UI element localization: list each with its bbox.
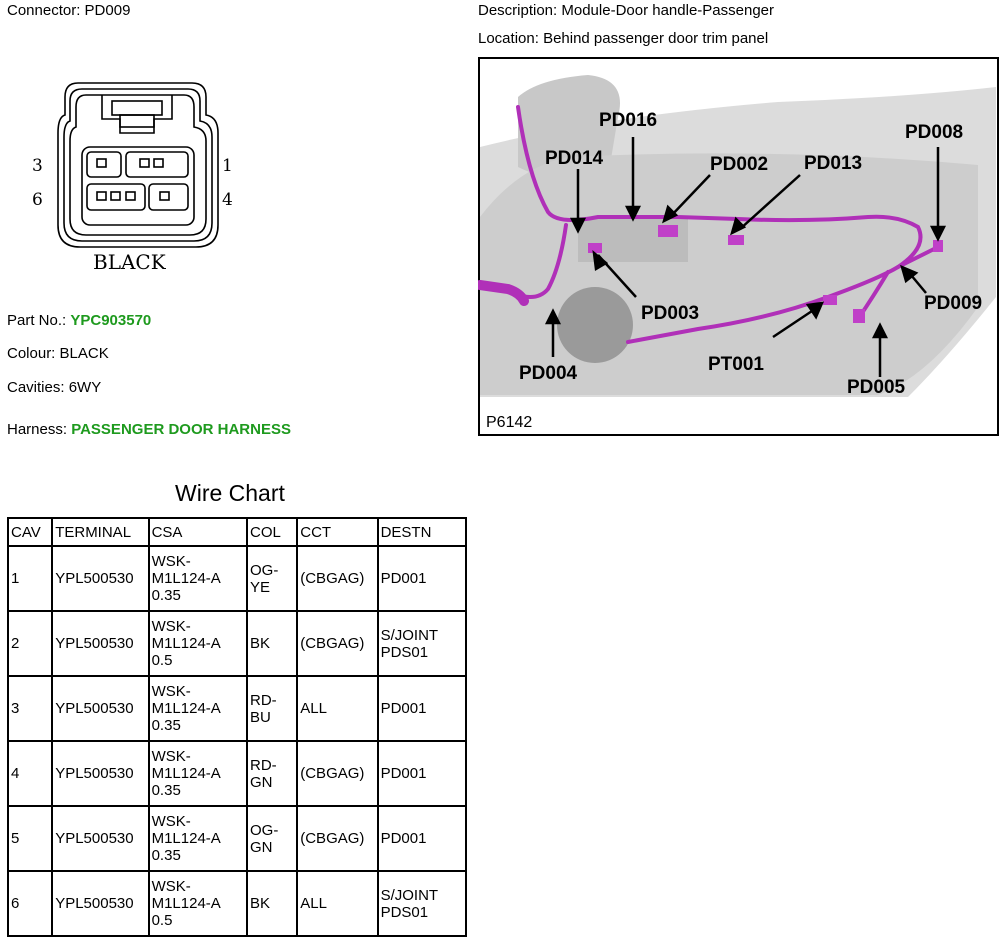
cell-destn: PD001 — [378, 806, 466, 871]
callout-pd008: PD008 — [905, 122, 964, 143]
cell-csa: WSK- M1L124-A 0.5 — [149, 611, 247, 676]
cell-cav: 2 — [8, 611, 52, 676]
cell-destn: S/JOINT PDS01 — [378, 871, 466, 936]
cavities-value: 6WY — [68, 379, 102, 396]
description-label: Description: — [478, 2, 558, 19]
cavities-line — [7, 379, 101, 396]
header-col: COL — [247, 518, 297, 546]
cell-cct: (CBGAG) — [297, 546, 377, 611]
callout-pd009: PD009 — [924, 293, 983, 314]
connector-face-drawing — [20, 75, 260, 280]
connector-colour-text: BLACK — [93, 250, 166, 274]
cell-col: OG- YE — [247, 546, 297, 611]
callout-pd003: PD003 — [641, 303, 700, 324]
cell-terminal: YPL500530 — [52, 741, 148, 806]
harness-line — [7, 421, 291, 438]
cell-terminal: YPL500530 — [52, 676, 148, 741]
colour-value: BLACK — [59, 345, 109, 362]
location-value: Behind passenger door trim panel — [543, 30, 769, 47]
header-terminal: TERMINAL — [52, 518, 148, 546]
cell-col: BK — [247, 611, 297, 676]
header-cct: CCT — [297, 518, 377, 546]
part-no-link[interactable]: YPC903570 — [70, 312, 152, 329]
callout-pd014: PD014 — [545, 148, 604, 169]
cell-terminal: YPL500530 — [52, 806, 148, 871]
cell-terminal: YPL500530 — [52, 871, 148, 936]
cell-csa: WSK- M1L124-A 0.35 — [149, 546, 247, 611]
cell-destn: PD001 — [378, 741, 466, 806]
colour-label: Colour: — [7, 345, 56, 362]
cell-cav: 3 — [8, 676, 52, 741]
table-header-row — [8, 518, 466, 546]
cell-destn: S/JOINT PDS01 — [378, 611, 466, 676]
cell-terminal: YPL500530 — [52, 611, 148, 676]
part-no-label: Part No.: — [7, 312, 67, 329]
table-row — [8, 611, 466, 676]
harness-label: Harness: — [7, 421, 68, 438]
wire-chart-table — [7, 517, 467, 937]
cell-destn: PD001 — [378, 676, 466, 741]
harness-link[interactable]: PASSENGER DOOR HARNESS — [71, 421, 291, 438]
cell-col: RD- BU — [247, 676, 297, 741]
table-row — [8, 806, 466, 871]
connector-value: PD009 — [84, 2, 131, 19]
connector-label: Connector: — [7, 2, 81, 19]
cell-cav: 4 — [8, 741, 52, 806]
colour-line — [7, 345, 109, 362]
cell-cav: 1 — [8, 546, 52, 611]
table-row — [8, 676, 466, 741]
pin-label-6: 6 — [32, 190, 43, 210]
cavities-label: Cavities: — [7, 379, 65, 396]
callout-pd004: PD004 — [519, 363, 578, 384]
callout-pd005: PD005 — [847, 377, 906, 398]
cell-cct: (CBGAG) — [297, 741, 377, 806]
header-cav: CAV — [8, 518, 52, 546]
description-line — [478, 2, 774, 19]
location-figure — [478, 57, 1000, 437]
callout-pd016: PD016 — [599, 110, 658, 131]
cell-cct: ALL — [297, 676, 377, 741]
pin-label-1: 1 — [222, 156, 233, 176]
cell-csa: WSK- M1L124-A 0.35 — [149, 676, 247, 741]
callout-pd013: PD013 — [804, 153, 863, 174]
cell-cct: (CBGAG) — [297, 806, 377, 871]
pin-label-3: 3 — [32, 156, 43, 176]
cell-col: RD- GN — [247, 741, 297, 806]
cell-csa: WSK- M1L124-A 0.35 — [149, 806, 247, 871]
location-line — [478, 30, 768, 47]
location-label: Location: — [478, 30, 539, 47]
header-destn: DESTN — [378, 518, 466, 546]
cell-col: BK — [247, 871, 297, 936]
callout-pt001: PT001 — [708, 354, 764, 375]
pin-label-4: 4 — [222, 190, 233, 210]
cell-cct: (CBGAG) — [297, 611, 377, 676]
part-no-line — [7, 312, 151, 329]
callout-pd002: PD002 — [710, 154, 769, 175]
table-row — [8, 741, 466, 806]
cell-csa: WSK- M1L124-A 0.5 — [149, 871, 247, 936]
cell-csa: WSK- M1L124-A 0.35 — [149, 741, 247, 806]
header-csa: CSA — [149, 518, 247, 546]
cell-terminal: YPL500530 — [52, 546, 148, 611]
cell-cav: 5 — [8, 806, 52, 871]
cell-destn: PD001 — [378, 546, 466, 611]
wire-chart-title: Wire Chart — [175, 480, 285, 506]
connector-line — [7, 2, 130, 19]
cell-col: OG- GN — [247, 806, 297, 871]
table-row — [8, 546, 466, 611]
cell-cav: 6 — [8, 871, 52, 936]
figure-id: P6142 — [486, 414, 533, 431]
cell-cct: ALL — [297, 871, 377, 936]
table-row — [8, 871, 466, 936]
description-value: Module-Door handle-Passenger — [561, 2, 774, 19]
